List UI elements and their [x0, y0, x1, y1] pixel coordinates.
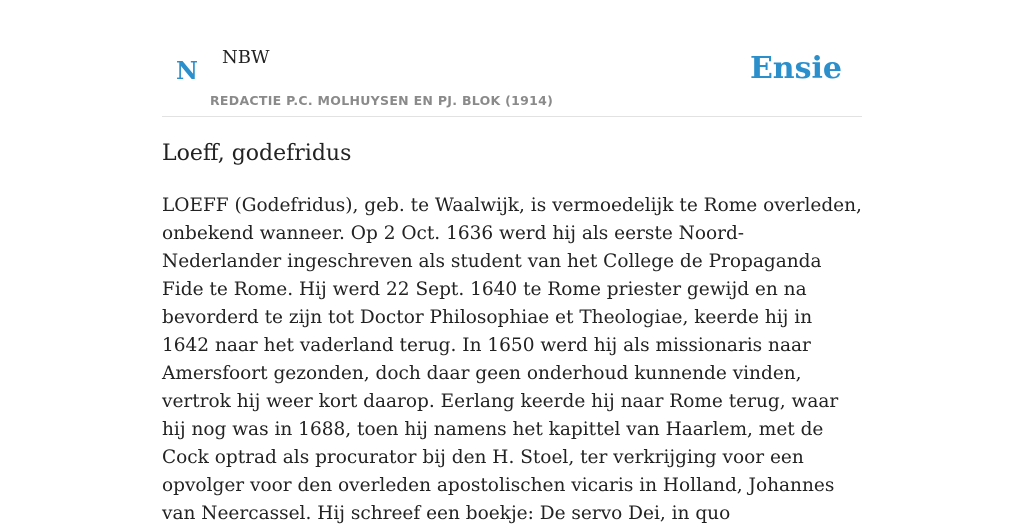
article-title: Loeff, godefridus — [162, 141, 352, 166]
brand-logo[interactable]: Ensie — [749, 51, 842, 86]
source-name[interactable]: NBW — [222, 47, 270, 68]
article-body: LOEFF (Godefridus), geb. te Waalwijk, is vermoedelijk te Rome overleden, onbekend wanneer. Op 2 Oct. 1636 werd hij als eerste Noord-Nederlander ingeschreven als student van het College de Propaganda Fide te Rome. Hij werd 22 Sept. 1640 te Rome priester gewijd en na bevorderd te zijn tot Doctor Philosophiae et Theologiae, keerde hij in 1642 naar het vaderland terug. In 1650 werd hij als missionaris naar Amersfoort gezonden, doch daar geen onderhoud kunnende vinden, vertrok hij weer kort daarop. Eerlang keerde hij naar Rome terug, waar hij nog was in 1688, toen hij namens het kapittel van Haarlem, met de Cock optrad als procurator bij den H. Stoel, ter verkrijging voor een opvolger voor den overleden apostolischen vicaris in Holland, Johannes van Neercassel. Hij schreef een boekje: De servo Dei, in quo — [162, 195, 862, 524]
source-subtitle: REDACTIE P.C. MOLHUYSEN EN PJ. BLOK (1914) — [210, 93, 554, 108]
source-logo[interactable]: N — [176, 56, 198, 85]
header — [162, 0, 862, 117]
